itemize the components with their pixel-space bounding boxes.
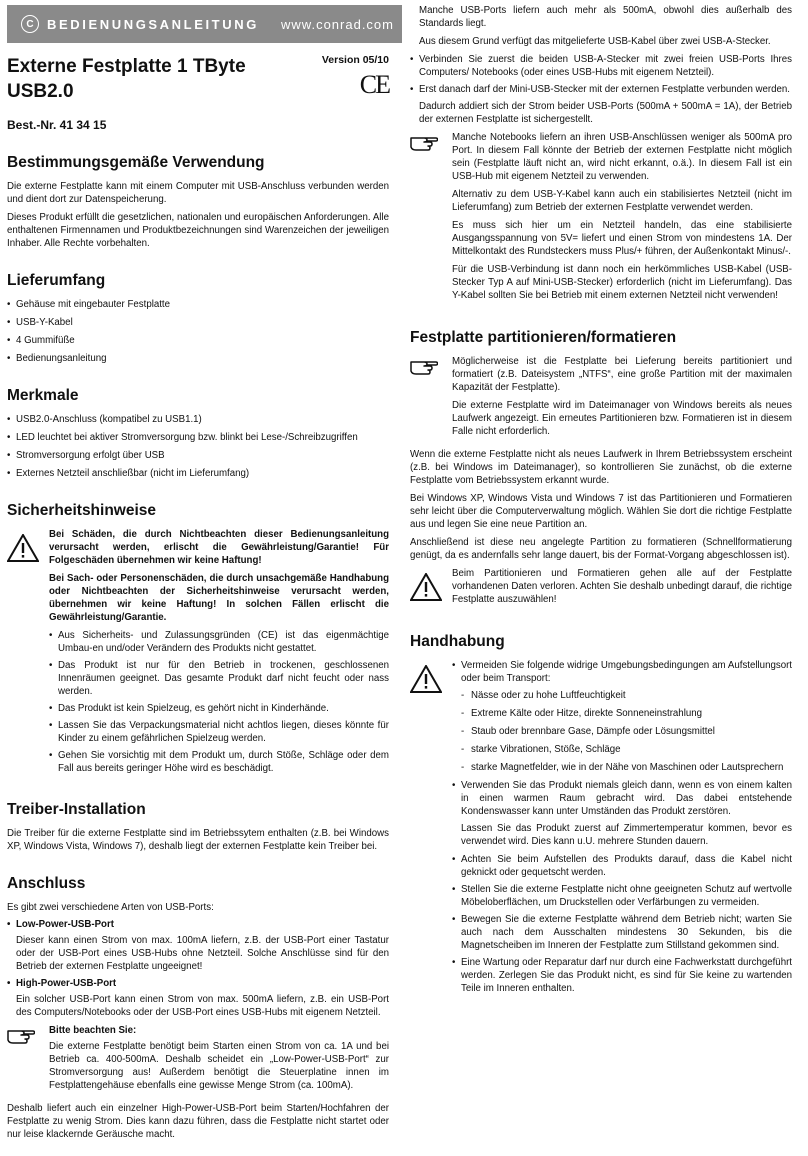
list-item: • Aus Sicherheits- und Zulassungsgründen (CE) ist das eigenmächtige Umbau-en und/oder Verändern des Produkts nicht gestattet. [49, 629, 389, 655]
list-item: • Vermeiden Sie folgende widrige Umgebungsbedingungen am Aufstellungsort oder beim Transport: [452, 659, 792, 685]
high-power-heading: • High-Power-USB-Port [7, 978, 389, 989]
notebook-note: Manche Notebooks liefern an ihren USB-Anschlüssen weniger als 500mA pro Port. In diesem Fall könnte der Betrieb der externen Festplatte nicht möglich sein (Festplatte läuft nicht an, wird nicht erkannt, o.ä.). In diesem Fall ist ein USB-Hub mit eigenem Netzteil zu verwenden. Alternativ zu dem USB-Y-Kabel kann auch ein stabilisiertes Netzteil (nicht im Lieferumfang) zum Betrieb der externen Festplatte verwendet werden. Es muss sich hier um ein Netzteil handeln, das eine stabilisierte Ausgangsspannung von 5V= liefert und einen Strom von mindestens 1A. Der Mittelkontakt des Rundsteckers muss Plus/+ führen, der Außenkontakt Minus/-. Für die USB-Verbindung ist dann noch ein herkömmliches USB-Kabel (USB-Stecker Typ A auf Mini-USB-Stecker) erforderlich (nicht im Lieferumfang). Das Y-Kabel sollten Sie bei Betrieb mit einem externen Netzteil nicht verwenden! [410, 131, 792, 307]
heading-sicherheit: Sicherheitshinweise [7, 502, 157, 519]
safety-list [49, 629, 389, 775]
list-item: • Verwenden Sie das Produkt niemals gleich dann, wenn es von einem kalten in einen warmen Raum gebracht wird. Das dabei entstehende Kondenswasser kann unter Umständen das Produkt zerstören. [452, 779, 792, 818]
heading-treiber: Treiber-Installation [7, 801, 146, 818]
version-label: Version 05/10 [321, 54, 389, 66]
list-item: • Gehen Sie vorsichtig mit dem Produkt um, durch Stöße, Schläge oder dem Fall aus bereits geringer Höhe wird es beschädigt. [49, 749, 389, 775]
list-item: • Externes Netzteil anschließbar (nicht im Lieferumfang) [7, 467, 389, 480]
list-item: • USB-Y-Kabel [7, 316, 389, 329]
warning-triangle-icon [410, 665, 442, 693]
list-item: • Bewegen Sie die externe Festplatte während dem Betrieb nicht; warten Sie auch nach dem Ausschalten mindestens 30 Sekunden, bis die Magnetscheiben im Inneren der Festplatte zum Stillstand gekommen sind. [452, 913, 792, 952]
list-item: • 4 Gummifüße [7, 334, 389, 347]
partition-warning: Beim Partitionieren und Formatieren gehen alle auf der Festplatte vorhandenen Daten verloren. Achten Sie deshalb unbedingt darauf, die richtige Festplatte auszuwählen! [410, 567, 792, 611]
list-item: - starke Vibrationen, Stöße, Schläge [461, 743, 792, 756]
pointing-hand-icon [410, 357, 438, 375]
lieferumfang-list [7, 298, 389, 365]
list-item: - Nässe oder zu hohe Luftfeuchtigkeit [461, 689, 792, 702]
pointing-hand-icon [7, 1026, 35, 1044]
conditions-list [452, 689, 792, 774]
heading-verwendung: Bestimmungsgemäße Verwendung [7, 154, 265, 171]
header-bar [7, 5, 402, 43]
heading-lieferumfang: Lieferumfang [7, 272, 106, 289]
list-item: • Bedienungsanleitung [7, 352, 389, 365]
header-title: BEDIENUNGSANLEITUNG [47, 16, 259, 32]
list-item: • Stellen Sie die externe Festplatte nicht ohne geeigneten Schutz auf wertvolle Möbeloberflächen, um Druckstellen oder Verfärbungen zu vermeiden. [452, 883, 792, 909]
right-column: Manche USB-Ports liefern auch mehr als 500mA, obwohl dies außerhalb des Standards liegt. Aus diesem Grund verfügt das mitgelieferte USB-Kabel über zwei USB-A-Stecker. • Verbinden Sie zuerst die beiden USB-A-Stecker mit zwei freien USB-Ports Ihres Computers/ Notebooks (oder eines USB-Hubs mit eigenem Netzteil). • Erst danach darf der Mini-USB-Stecker mit der externen Festplatte verbunden werden. Dadurch addiert sich der Strom beider USB-Ports (500mA + 500mA = 1A), der Betrieb der externen Festplatte ist sichergestellt. Manche Notebooks liefern an ihren USB-Anschlüssen weniger als 500mA pro Port. In diesem Fall könnte der Betrieb der externen Festplatte nicht möglich sein (Festplatte läuft nicht an, wird nicht erkannt, o.ä.). In diesem Fall ist ein USB-Hub mit eigenem Netzteil zu verwenden. Alternativ zu dem USB-Y-Kabel kann auch ein stabilisiertes Netzteil (nicht im Lieferumfang) zum Betrieb der externen Festplatte verwendet werden. Es muss sich hier um ein Netzteil handeln, das eine stabilisierte Ausgangsspannung von 5V= liefert und einen Strom von mindestens 1A. Der Mittelkontakt des Rundsteckers muss Plus/+ führen, der Außenkontakt Minus/-. Für die USB-Verbindung ist dann noch ein herkömmliches USB-Kabel (USB-Stecker Typ A auf Mini-USB-Stecker) erforderlich (nicht im Lieferumfang). Das Y-Kabel sollten Sie bei Betrieb mit einem externen Netzteil nicht verwenden! Festplatte partitionieren/formatieren Möglicherweise ist die Festplatte bei Lieferung bereits partitioniert und formatiert (z.B. Dateisystem „NTFS“, eine große Partition mit der maximalen Kapazität der Festplatte). Die externe Festplatte wird im Dateimanager von Windows bereits als neues Laufwerk angezeigt. Ein erneutes Partitionieren bzw. Formatieren ist in diesem Falle nicht erforderlich. Wenn die externe Festplatte nicht als neues Laufwerk in Ihrem Betriebssystem erscheint (z.B. bei Windows im Dateimanager), so kontrollieren Sie zunächst, ob die externe Festplatte vom Betriebssystem erkannt wurde. Bei Windows XP, Windows Vista und Windows 7 ist das Partitionieren und Formatieren sehr leicht über die Computerverwaltung möglich. Wählen Sie dort die richtige Festplatte aus und legen Sie eine neue Partition an. Anschließend ist diese neu angelegte Partition zu formatieren (Schnellformatierung genügt, da es andernfalls sehr lange dauert, bis der Format-Vorgang abgeschlossen ist). Beim Partitionieren und Formatieren gehen alle auf der Festplatte vorhandenen Daten verloren. Achten Sie deshalb unbedingt darauf, die richtige Festplatte auszuwählen! Handhabung • Vermeiden Sie folgende widrige Umgebungsbedingungen am Aufstellungsort oder beim Transport: - Nässe oder zu hohe Luftfeuchtigkeit - Extreme Kälte oder Hitze, direkte Sonneneinstrahlung - Staub oder brennbare Gase, Dämpfe oder Lösungsmittel - starke Vibrationen, Stöße, Schläge - starke Magnetfelder, wie in der Nähe von Maschinen oder Lautsprechern • Verwenden Sie das Produkt niemals gleich dann, wenn es von einem kalten in einen warmen Raum gebracht wird. Das dabei entstehende Kondenswasser kann unter Umständen das Produkt zerstören. Lassen Sie das Produkt zuerst auf Zimmertemperatur kommen, bevor es verwendet wird. Dies kann u.U. mehrere Stunden dauern. • Achten Sie beim Aufstellen des Produkts darauf, dass die Kabel nicht geknickt oder gequetscht werden. • Stellen Sie die externe Festplatte nicht ohne geeigneten Schutz auf wertvolle Möbeloberflächen, um Druckstellen oder Verfärbungen zu vermeiden. • Bewegen Sie die externe Festplatte während dem Betrieb nicht; warten Sie auch nach dem Ausschalten mindestens 30 Sekunden, bis die Magnetscheiben im Inneren der Festplatte zum Stillstand gekommen sind. • Eine Wartung oder Reparatur darf nur durch eine Fachwerkstatt durchgeführt werden. Zerlegen Sie das Produkt nicht, es sind für Sie keine zu wartenden Teile im Inneren enthalten. [410, 4, 792, 1004]
list-item: • Eine Wartung oder Reparatur darf nur durch eine Fachwerkstatt durchgeführt werden. Zerlegen Sie das Produkt nicht, es sind für Sie keine zu wartenden Teile im Inneren enthalten. [452, 956, 792, 995]
list-item: • LED leuchtet bei aktiver Stromversorgung bzw. blinkt bei Lese-/Schreibzugriffen [7, 431, 389, 444]
list-item: • Erst danach darf der Mini-USB-Stecker mit der externen Festplatte verbunden werden. [410, 83, 792, 96]
list-item: • Stromversorgung erfolgt über USB [7, 449, 389, 462]
list-item: - Extreme Kälte oder Hitze, direkte Sonneneinstrahlung [461, 707, 792, 720]
list-item: • USB2.0-Anschluss (kompatibel zu USB1.1) [7, 413, 389, 426]
low-power-heading: • Low-Power-USB-Port [7, 919, 389, 930]
handling-notice: • Vermeiden Sie folgende widrige Umgebungsbedingungen am Aufstellungsort oder beim Transport: - Nässe oder zu hohe Luftfeuchtigkeit - Extreme Kälte oder Hitze, direkte Sonneneinstrahlung - Staub oder brennbare Gase, Dämpfe oder Lösungsmittel - starke Vibrationen, Stöße, Schläge - starke Magnetfelder, wie in der Nähe von Maschinen oder Lautsprechern • Verwenden Sie das Produkt niemals gleich dann, wenn es von einem kalten in einen warmen Raum gebracht wird. Das dabei entstehende Kondenswasser kann unter Umständen das Produkt zerstören. Lassen Sie das Produkt zuerst auf Zimmertemperatur kommen, bevor es verwendet wird. Dies kann u.U. mehrere Stunden dauern. • Achten Sie beim Aufstellen des Produkts darauf, dass die Kabel nicht geknickt oder gequetscht werden. • Stellen Sie die externe Festplatte nicht ohne geeigneten Schutz auf wertvolle Möbeloberflächen, um Druckstellen oder Verfärbungen zu vermeiden. • Bewegen Sie die externe Festplatte während dem Betrieb nicht; warten Sie auch nach dem Ausschalten mindestens 30 Sekunden, bis die Magnetscheiben im Inneren der Festplatte zum Stillstand gekommen sind. • Eine Wartung oder Reparatur darf nur durch eine Fachwerkstatt durchgeführt werden. Zerlegen Sie das Produkt nicht, es sind für Sie keine zu wartenden Teile im Inneren enthalten. [410, 659, 792, 999]
list-item: • Lassen Sie das Verpackungsmaterial nicht achtlos liegen, dieses könnte für Kinder zu einem gefährlichen Spielzeug werden. [49, 719, 389, 745]
warning-triangle-icon [7, 534, 39, 562]
list-item: - starke Magnetfelder, wie in der Nähe von Maschinen oder Lautsprechern [461, 761, 792, 774]
list-item: • Achten Sie beim Aufstellen des Produkts darauf, dass die Kabel nicht geknickt oder gequetscht werden. [452, 853, 792, 879]
warning-triangle-icon [410, 573, 442, 601]
pointing-hand-icon [410, 133, 438, 151]
document-title: Externe Festplatte 1 TByte USB2.0 [7, 56, 246, 102]
partition-note: Möglicherweise ist die Festplatte bei Lieferung bereits partitioniert und formatiert (z.B. Dateisystem „NTFS“, eine große Partition mit der maximalen Kapazität der Festplatte). Die externe Festplatte wird im Dateimanager von Windows bereits als neues Laufwerk angezeigt. Ein erneutes Partitionieren bzw. Formatieren ist in diesem Falle nicht erforderlich. [410, 355, 792, 443]
header-url[interactable]: www.conrad.com [281, 16, 394, 32]
usb-note: Bitte beachten Sie: Die externe Festplatte benötigt beim Starten einen Strom von ca. 1A und bei Betrieb ca. 400-500mA. Deshalb scheidet ein „Low-Power-USB-Port“ zur Stromversorgung aus! Außerdem benötigt die Steuerplatine innen im Festplattengehäuse ebenfalls eine gewisse Menge Strom (ca. 100mA). [7, 1024, 389, 1097]
heading-handhabung: Handhabung [410, 633, 505, 650]
list-item: • Verbinden Sie zuerst die beiden USB-A-Stecker mit zwei freien USB-Ports Ihres Computers/ Notebooks (oder eines USB-Hubs mit eigenem Netzteil). [410, 53, 792, 79]
order-number: Best.-Nr. 41 34 15 [7, 118, 107, 132]
conrad-logo-icon: C [21, 15, 39, 33]
safety-notice: Bei Schäden, die durch Nichtbeachten dieser Bedienungsanleitung verursacht werden, erlischt die Gewährleistung/Garantie! Für Folgeschäden übernehmen wir keine Haftung! Bei Sach- oder Personenschäden, die durch unsachgemäße Handhabung oder Nichtbeachten der Sicherheitshinweise verursacht werden, übernehmen wir keine Haftung! In solchen Fällen erlischt die Gewährleistung/Garantie. • Aus Sicherheits- und Zulassungsgründen (CE) ist das eigenmächtige Umbau-en und/oder Verändern des Produkts nicht gestattet. • Das Produkt ist nur für den Betrieb in trockenen, geschlossenen Innenräumen geeignet. Das gesamte Produkt darf nicht feucht oder nass werden. • Das Produkt ist kein Spielzeug, es gehört nicht in Kinderhände. • Lassen Sie das Verpackungsmaterial nicht achtlos liegen, dieses könnte für Kinder zu einem gefährlichen Spielzeug werden. • Gehen Sie vorsichtig mit dem Produkt um, durch Stöße, Schläge oder dem Fall aus bereits geringer Höhe wird es beschädigt. [7, 528, 389, 779]
ce-mark-icon: CE [359, 70, 389, 99]
left-column: C BEDIENUNGSANLEITUNG www.conrad.com Externe Festplatte 1 TByte USB2.0 Version 05/10 CE Best.-Nr. 41 34 15 Bestimmungsgemäße Verwendung Die externe Festplatte kann mit einem Computer mit USB-Anschluss verbunden werden und dient dort zur Datenspeicherung. Dieses Produkt erfüllt die gesetzlichen, nationalen und europäischen Anforderungen. Alle enthaltenen Firmennamen und Produktbezeichnungen sind Warenzeichen der jeweiligen Inhaber. Alle Rechte vorbehalten. Lieferumfang • Gehäuse mit eingebauter Festplatte • USB-Y-Kabel • 4 Gummifüße • Bedienungsanleitung Merkmale • USB2.0-Anschluss (kompatibel zu USB1.1) • LED leuchtet bei aktiver Stromversorgung bzw. blinkt bei Lese-/Schreibzugriffen • Stromversorgung erfolgt über USB • Externes Netzteil anschließbar (nicht im Lieferumfang) Sicherheitshinweise Bei Schäden, die durch Nichtbeachten dieser Bedienungsanleitung verursacht werden, erlischt die Gewährleistung/Garantie! Für Folgeschäden übernehmen wir keine Haftung! Bei Sach- oder Personenschäden, die durch unsachgemäße Handhabung oder Nichtbeachten der Sicherheitshinweise verursacht werden, übernehmen wir keine Haftung! In solchen Fällen erlischt die Gewährleistung/Garantie. • Aus Sicherheits- und Zulassungsgründen (CE) ist das eigenmächtige Umbau-en und/oder Verändern des Produkts nicht gestattet. • Das Produkt ist nur für den Betrieb in trockenen, geschlossenen Innenräumen geeignet. Das gesamte Produkt darf nicht feucht oder nass werden. • Das Produkt ist kein Spielzeug, es gehört nicht in Kinderhände. • Lassen Sie das Verpackungsmaterial nicht achtlos liegen, dieses könnte für Kinder zu einem gefährlichen Spielzeug werden. • Gehen Sie vorsichtig mit dem Produkt um, durch Stöße, Schläge oder dem Fall aus bereits geringer Höhe wird es beschädigt. Treiber-Installation Die Treiber für die externe Festplatte sind im Betriebssytem enthalten (z.B. bei Windows XP, Windows Vista, Windows 7), deshalb liegt der externen Festplatte kein Treiber bei. Anschluss Es gibt zwei verschiedene Arten von USB-Ports: • Low-Power-USB-Port Dieser kann einen Strom von max. 100mA liefern, z.B. der USB-Port einer Tastatur oder der USB-Port eines USB-Hubs ohne Netzteil. Solche Anschlüsse sind für den Betrieb der externen Festplatte ungeeignet! • High-Power-USB-Port Ein solcher USB-Port kann einen Strom von max. 500mA liefern, z.B. ein USB-Port des Computers/Notebooks oder der USB-Port eines USB-Hubs mit eigenem Netzteil. Bitte beachten Sie: Die externe Festplatte benötigt beim Starten einen Strom von ca. 1A und bei Betrieb ca. 400-500mA. Deshalb scheidet ein „Low-Power-USB-Port“ zur Stromversorgung aus! Außerdem benötigt die Steuerplatine innen im Festplattengehäuse ebenfalls eine gewisse Menge Strom (ca. 100mA). Deshalb liefert auch ein einzelner High-Power-USB-Port beim Starten/Hochfahren der Festplatte zu wenig Strom. Dies kann dazu führen, dass die Festplatte nicht startet oder nur leise klackernde Geräusche macht. [7, 0, 389, 1146]
list-item: • Gehäuse mit eingebauter Festplatte [7, 298, 389, 311]
list-item: • Das Produkt ist nur für den Betrieb in trockenen, geschlossenen Innenräumen geeignet. Das gesamte Produkt darf nicht feucht oder nass werden. [49, 659, 389, 698]
merkmale-list [7, 413, 389, 480]
list-item: - Staub oder brennbare Gase, Dämpfe oder Lösungsmittel [461, 725, 792, 738]
heading-anschluss: Anschluss [7, 875, 86, 892]
list-item: • Das Produkt ist kein Spielzeug, es gehört nicht in Kinderhände. [49, 702, 389, 715]
heading-partition: Festplatte partitionieren/formatieren [410, 329, 677, 346]
heading-merkmale: Merkmale [7, 387, 79, 404]
